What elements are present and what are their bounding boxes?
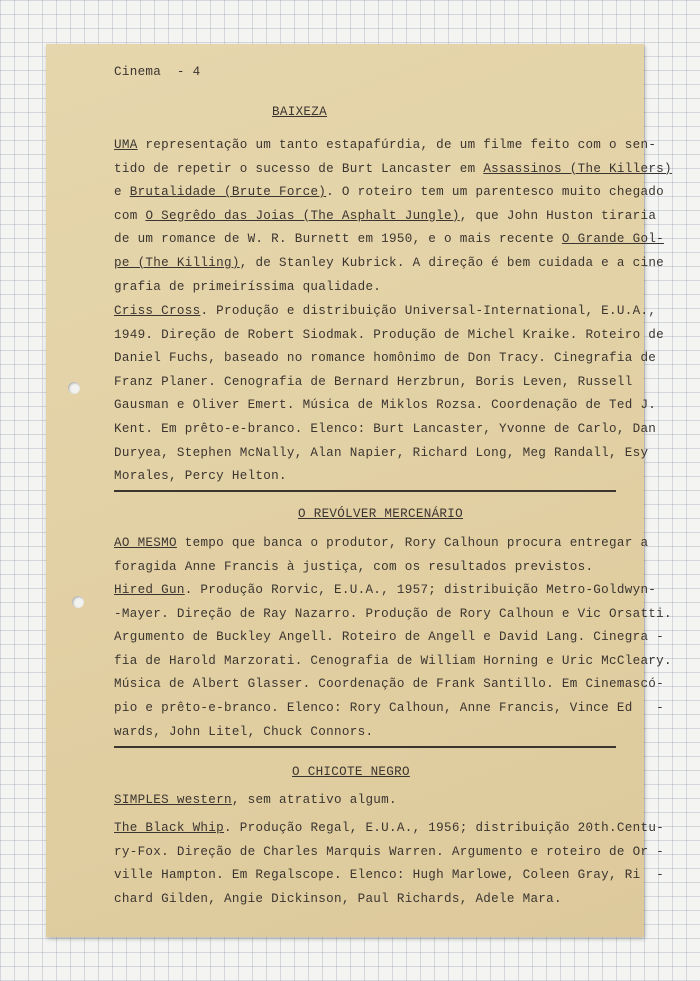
text-line bbox=[114, 279, 381, 295]
text-line bbox=[114, 792, 397, 808]
text-line bbox=[114, 468, 287, 484]
text-line bbox=[114, 653, 672, 669]
page-header: Cinema - 4 bbox=[114, 65, 201, 79]
underlined-title: pe (The Killing) bbox=[114, 256, 240, 270]
text-run: wards, John Litel, Chuck Connors. bbox=[114, 724, 374, 739]
text-run: chard Gilden, Angie Dickinson, Paul Richards, Adele Mara. bbox=[114, 891, 562, 906]
text-run: Kent. Em prêto-e-branco. Elenco: Burt Lancaster, Yvonne de Carlo, Dan bbox=[114, 422, 657, 436]
text-line bbox=[114, 867, 664, 883]
text-line bbox=[114, 255, 664, 271]
text-run: Música de Albert Glasser. Coordenação de Frank Santillo. Em Cinemascó- bbox=[114, 677, 665, 692]
text-line bbox=[114, 397, 656, 413]
text-line bbox=[114, 724, 373, 740]
text-run: tempo que banca o produtor, Rory Calhoun procura entregar a bbox=[176, 536, 649, 550]
text-run: . O roteiro tem um parentesco muito chegado bbox=[326, 185, 665, 200]
text-run: fia de Harold Marzorati. Cenografia de William Horning e Uric McCleary. bbox=[114, 653, 672, 668]
review-title: O REVÓLVER MERCENÁRIO bbox=[298, 507, 464, 521]
underlined-title: SIMPLES western bbox=[114, 793, 232, 807]
text-line bbox=[114, 445, 648, 461]
underlined-title: Criss Cross bbox=[114, 304, 201, 318]
section-divider bbox=[114, 746, 616, 748]
text-line bbox=[114, 606, 672, 622]
text-line bbox=[114, 676, 664, 692]
text-line bbox=[114, 535, 648, 551]
text-line bbox=[114, 137, 656, 153]
text-line bbox=[114, 374, 633, 390]
text-line bbox=[114, 421, 656, 437]
punch-hole-lower bbox=[72, 596, 84, 608]
text-line bbox=[114, 629, 664, 645]
text-run: -Mayer. Direção de Ray Nazarro. Produção de Rory Calhoun e Vic Orsatti. bbox=[114, 606, 672, 621]
text-run: foragida Anne Francis à justiça, com os resultados previstos. bbox=[114, 559, 594, 574]
text-run: Gausman e Oliver Emert. Música de Miklos Rozsa. Coordenação de Ted J. bbox=[114, 398, 657, 413]
underlined-title: The Black Whip bbox=[114, 821, 225, 835]
underlined-title: O Grande Gol- bbox=[561, 232, 665, 247]
text-run: ville Hampton. Em Regalscope. Elenco: Hugh Marlowe, Coleen Gray, Ri - bbox=[114, 868, 665, 883]
text-run: de um romance de W. R. Burnett em 1950, e o mais recente bbox=[114, 232, 562, 247]
text-line bbox=[114, 350, 656, 366]
text-run: Argumento de Buckley Angell. Roteiro de Angell e David Lang. Cinegra - bbox=[114, 630, 665, 645]
review-title: BAIXEZA bbox=[272, 105, 328, 119]
text-line bbox=[114, 582, 656, 598]
text-line bbox=[114, 891, 562, 907]
text-line bbox=[114, 559, 593, 575]
text-run: , sem atrativo algum. bbox=[231, 793, 397, 807]
underlined-title: UMA bbox=[114, 138, 138, 152]
text-run: , de Stanley Kubrick. A direção é bem cuidada e a cine bbox=[239, 256, 665, 270]
text-run: . Produção e distribuição Universal-International, E.U.A., bbox=[200, 304, 657, 318]
text-run: tido de repetir o sucesso de Burt Lancaster em bbox=[114, 161, 484, 176]
underlined-title: Assassinos (The Killers) bbox=[483, 161, 672, 176]
text-run: Franz Planer. Cenografia de Bernard Herzbrun, Boris Leven, Russell bbox=[114, 374, 633, 389]
underlined-title: O Segrêdo das Joias (The Asphalt Jungle) bbox=[145, 208, 460, 223]
section-divider bbox=[114, 490, 616, 492]
text-run: . Produção Rorvic, E.U.A., 1957; distribuição Metro-Goldwyn- bbox=[184, 583, 657, 597]
text-run: ry-Fox. Direção de Charles Marquis Warren. Argumento e roteiro de Or - bbox=[114, 844, 665, 859]
text-run: grafia de primeiríssima qualidade. bbox=[114, 279, 382, 294]
punch-hole-upper bbox=[68, 382, 80, 394]
text-line bbox=[114, 208, 656, 224]
text-run: , que John Huston tiraria bbox=[459, 208, 657, 223]
text-run: Morales, Percy Helton. bbox=[114, 469, 287, 484]
typewritten-page bbox=[46, 44, 672, 937]
text-line bbox=[114, 820, 664, 836]
text-line bbox=[114, 844, 664, 860]
text-line bbox=[114, 231, 664, 247]
text-line bbox=[114, 327, 664, 343]
text-run: Daniel Fuchs, baseado no romance homônimo de Don Tracy. Cinegrafia de bbox=[114, 351, 657, 366]
text-line bbox=[114, 700, 664, 716]
text-line bbox=[114, 184, 664, 200]
text-run: 1949. Direção de Robert Siodmak. Produção de Michel Kraike. Roteiro de bbox=[114, 327, 665, 342]
underlined-title: Brutalidade (Brute Force) bbox=[129, 185, 327, 200]
underlined-title: Hired Gun bbox=[114, 583, 185, 597]
text-line bbox=[114, 303, 656, 319]
text-run: com bbox=[114, 208, 146, 223]
text-run: . Produção Regal, E.U.A., 1956; distribuição 20th.Centu- bbox=[224, 821, 665, 835]
text-run: e bbox=[114, 185, 130, 200]
review-title: O CHICOTE NEGRO bbox=[292, 765, 410, 779]
text-run: representação um tanto estapafúrdia, de um filme feito com o sen- bbox=[137, 138, 657, 152]
text-run: Duryea, Stephen McNally, Alan Napier, Richard Long, Meg Randall, Esy bbox=[114, 445, 649, 460]
text-run: pio e prêto-e-branco. Elenco: Rory Calhoun, Anne Francis, Vince Ed - bbox=[114, 701, 665, 715]
text-line bbox=[114, 161, 672, 177]
underlined-title: AO MESMO bbox=[114, 536, 177, 550]
